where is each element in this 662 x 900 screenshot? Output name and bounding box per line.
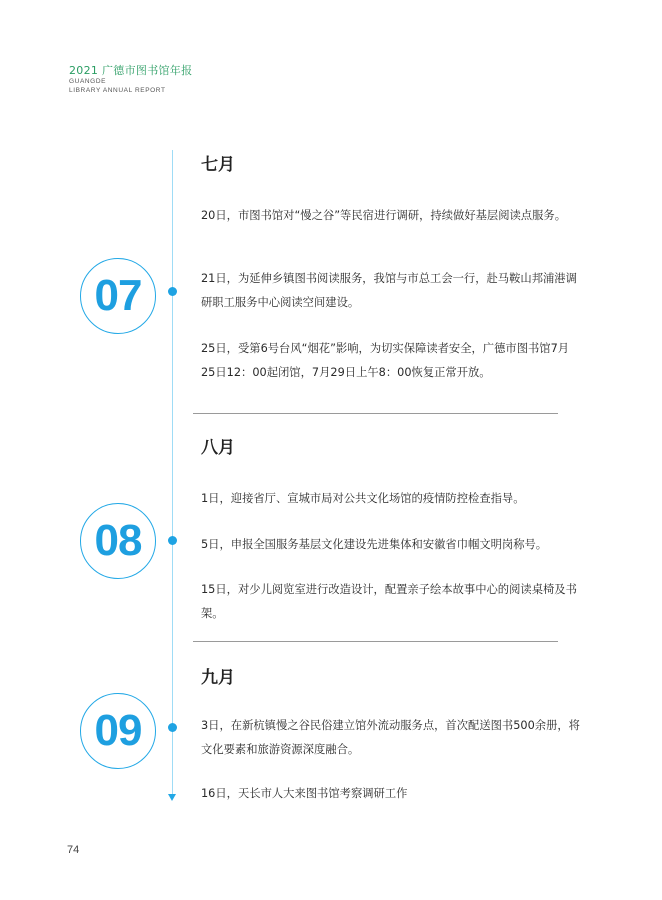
month-number-circle [80,503,156,579]
month-number-circle [80,693,156,769]
timeline-dot [168,536,177,545]
report-subtitle-line1: GUANGDE [69,78,107,85]
event-entry: 1日，迎接省厅、宣城市局对公共文化场馆的疫情防控检查指导。 [201,492,525,505]
month-heading: 九月 [201,668,235,688]
timeline-dot [168,287,177,296]
event-entry: 25日，受第6号台风“烟花”影响，为切实保障读者安全，广德市图书馆7月25日12：00起闭馆，7月29日上午8：00恢复正常开放。 [201,342,570,379]
timeline-arrow-icon [168,794,176,801]
month-heading: 七月 [201,155,235,175]
event-entry: 15日，对少儿阅览室进行改造设计，配置亲子绘本故事中心的阅读桌椅及书架。 [201,583,577,620]
month-number: 09 [94,706,142,755]
month-heading: 八月 [201,438,235,458]
month-number-circle [80,258,156,334]
event-entry: 3日，在新杭镇慢之谷民俗建立馆外流动服务点，首次配送图书500余册，将文化要素和旅游资源深度融合。 [201,719,580,756]
month-number: 08 [94,516,142,565]
event-entry: 5日，申报全国服务基层文化建设先进集体和安徽省巾帼文明岗称号。 [201,538,548,551]
report-subtitle-line2: LIBRARY ANNUAL REPORT [69,87,166,94]
event-entry: 20日，市图书馆对“慢之谷”等民宿进行调研，持续做好基层阅读点服务。 [201,209,566,222]
report-header [69,64,192,95]
event-entry: 21日，为延伸乡镇图书阅读服务，我馆与市总工会一行，赴马鞍山邦浦港调研职工服务中心阅读空间建设。 [201,272,577,309]
timeline-dot [168,723,177,732]
section-divider [193,413,558,414]
section-divider [193,641,558,642]
timeline-line [172,150,173,796]
report-title: 2021 广德市图书馆年报 [69,64,193,77]
page-number: 74 [67,844,80,856]
event-entry: 16日，天长市人大来图书馆考察调研工作 [201,787,408,800]
month-number: 07 [94,271,142,320]
